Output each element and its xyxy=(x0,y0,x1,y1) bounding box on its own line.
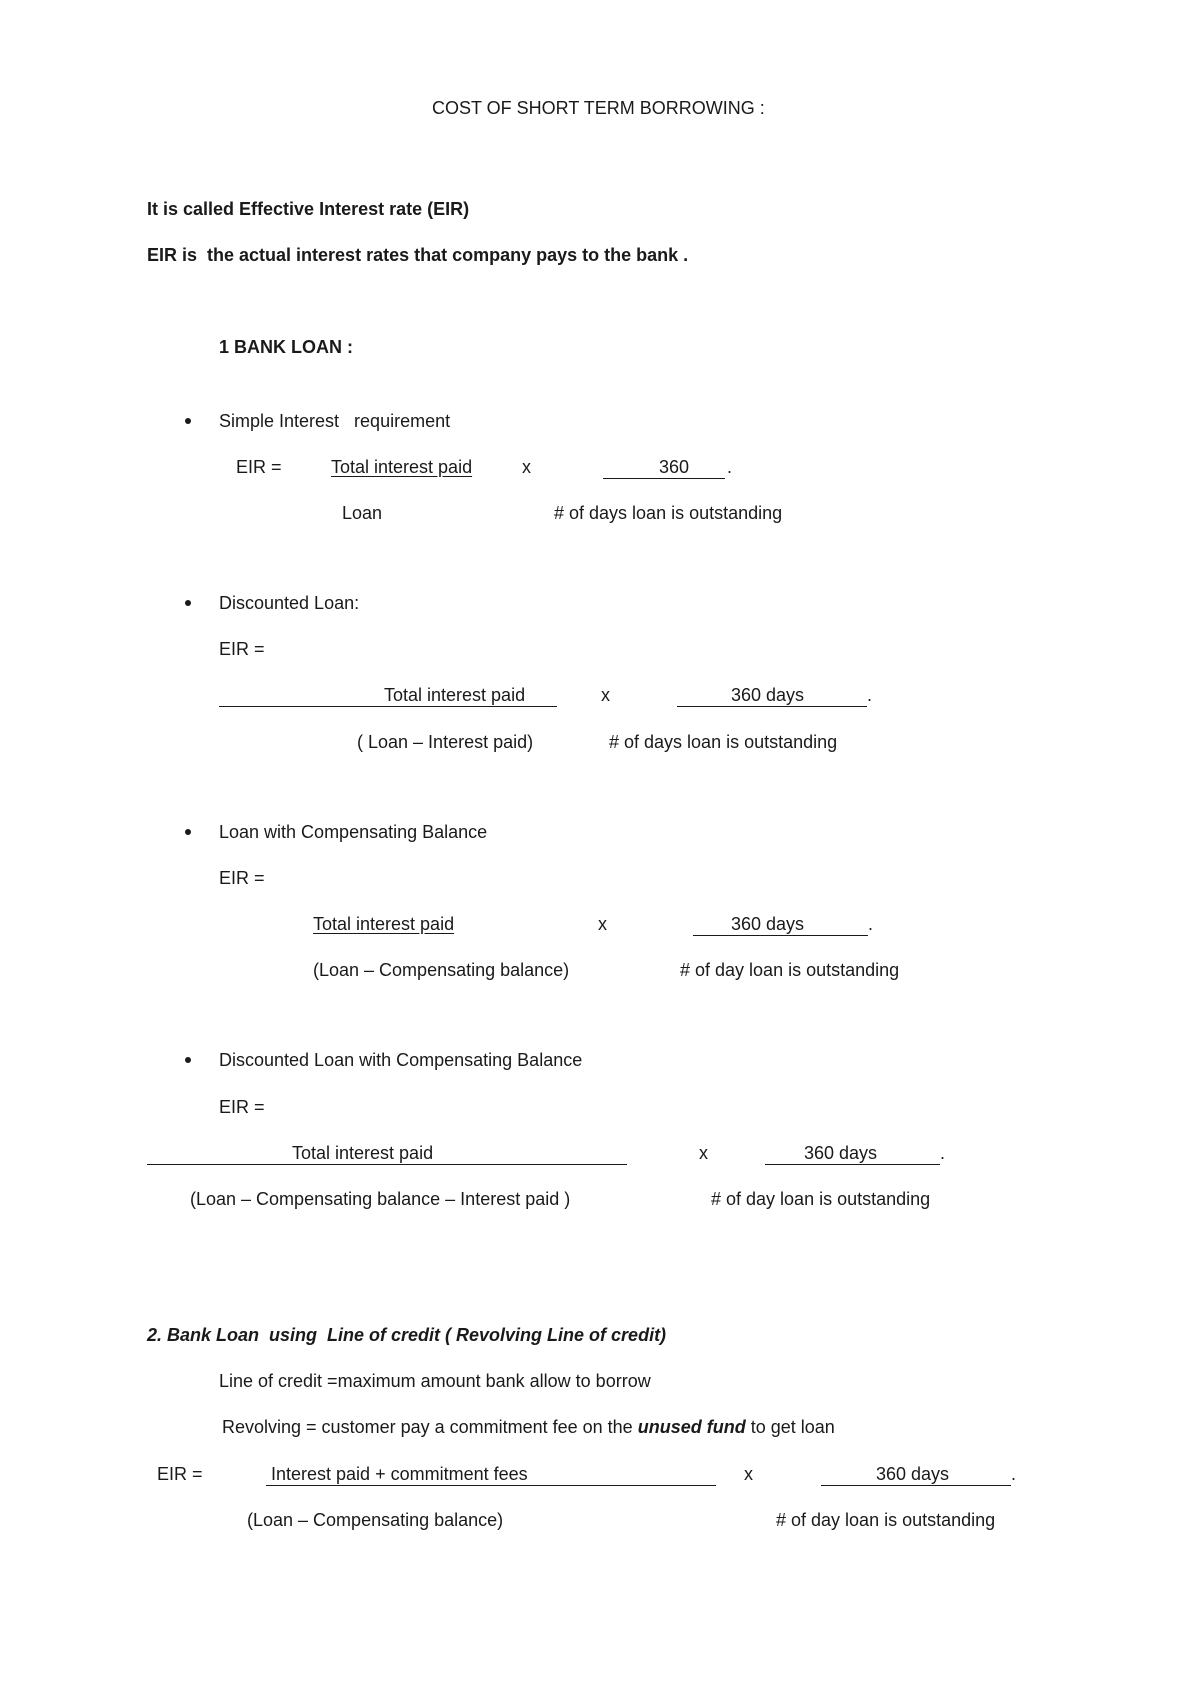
formula-period: . xyxy=(940,1143,946,1163)
formula-days: 360 days xyxy=(876,1464,950,1484)
formula-period: . xyxy=(1011,1464,1017,1484)
bullet-simple-interest: Simple Interest requirement xyxy=(219,411,451,431)
formula-numerator: Interest paid + commitment fees xyxy=(271,1464,528,1484)
bullet-icon xyxy=(185,1057,191,1063)
formula-days: 360 days xyxy=(731,685,805,705)
fraction-bar xyxy=(677,706,867,707)
formula-numerator: Total interest paid xyxy=(313,914,455,934)
formula-days-denominator: # of day loan is outstanding xyxy=(680,960,900,980)
intro-line-2: EIR is the actual interest rates that company pays to the bank . xyxy=(147,245,689,265)
formula-days-denominator: # of days loan is outstanding xyxy=(609,732,838,752)
revolving-text-end: to get loan xyxy=(745,1417,835,1437)
bullet-discounted-compensating: Discounted Loan with Compensating Balance xyxy=(219,1050,583,1070)
eir-label: EIR = xyxy=(157,1464,203,1484)
eir-label: EIR = xyxy=(219,639,265,659)
eir-label: EIR = xyxy=(236,457,282,477)
formula-denominator: (Loan – Compensating balance) xyxy=(313,960,570,980)
section-heading-bank-loan: 1 BANK LOAN : xyxy=(219,337,353,357)
formula-days: 360 days xyxy=(804,1143,878,1163)
bullet-discounted-loan: Discounted Loan: xyxy=(219,593,360,613)
formula-denominator: Loan xyxy=(342,503,383,523)
fraction-bar xyxy=(693,935,868,936)
formula-denominator: (Loan – Compensating balance – Interest paid ) xyxy=(190,1189,571,1209)
formula-days: 360 xyxy=(659,457,690,477)
bullet-icon xyxy=(185,600,191,606)
fraction-bar xyxy=(266,1485,716,1486)
line-of-credit-definition: Line of credit =maximum amount bank allow to borrow xyxy=(219,1371,651,1391)
section-heading-line-of-credit: 2. Bank Loan using Line of credit ( Revolving Line of credit) xyxy=(147,1325,667,1345)
formula-denominator: (Loan – Compensating balance) xyxy=(247,1510,504,1530)
bullet-icon xyxy=(185,418,191,424)
formula-numerator: Total interest paid xyxy=(292,1143,434,1163)
formula-period: . xyxy=(868,914,874,934)
fraction-bar xyxy=(219,706,557,707)
eir-label: EIR = xyxy=(219,1097,265,1117)
bullet-compensating-balance: Loan with Compensating Balance xyxy=(219,822,488,842)
eir-label: EIR = xyxy=(219,868,265,888)
formula-denominator: ( Loan – Interest paid) xyxy=(357,732,534,752)
multiply-sign: x xyxy=(744,1464,753,1484)
revolving-text: Revolving = customer pay a commitment fee on the xyxy=(222,1417,638,1437)
formula-days-denominator: # of day loan is outstanding xyxy=(776,1510,996,1530)
formula-days-denominator: # of days loan is outstanding xyxy=(554,503,783,523)
unused-fund-emphasis: unused fund xyxy=(637,1417,746,1437)
multiply-sign: x xyxy=(598,914,607,934)
formula-numerator: Total interest paid xyxy=(331,457,473,477)
formula-period: . xyxy=(727,457,733,477)
formula-days-denominator: # of day loan is outstanding xyxy=(711,1189,931,1209)
multiply-sign: x xyxy=(601,685,610,705)
fraction-bar xyxy=(603,478,725,479)
intro-line-1: It is called Effective Interest rate (EIR) xyxy=(147,199,470,219)
fraction-bar xyxy=(147,1164,627,1165)
formula-days: 360 days xyxy=(731,914,805,934)
formula-numerator: Total interest paid xyxy=(384,685,526,705)
page-title: COST OF SHORT TERM BORROWING : xyxy=(432,98,765,118)
revolving-definition xyxy=(222,1416,835,1438)
multiply-sign: x xyxy=(522,457,531,477)
bullet-icon xyxy=(185,829,191,835)
fraction-bar xyxy=(821,1485,1011,1486)
formula-period: . xyxy=(867,685,873,705)
fraction-bar xyxy=(765,1164,940,1165)
multiply-sign: x xyxy=(699,1143,708,1163)
